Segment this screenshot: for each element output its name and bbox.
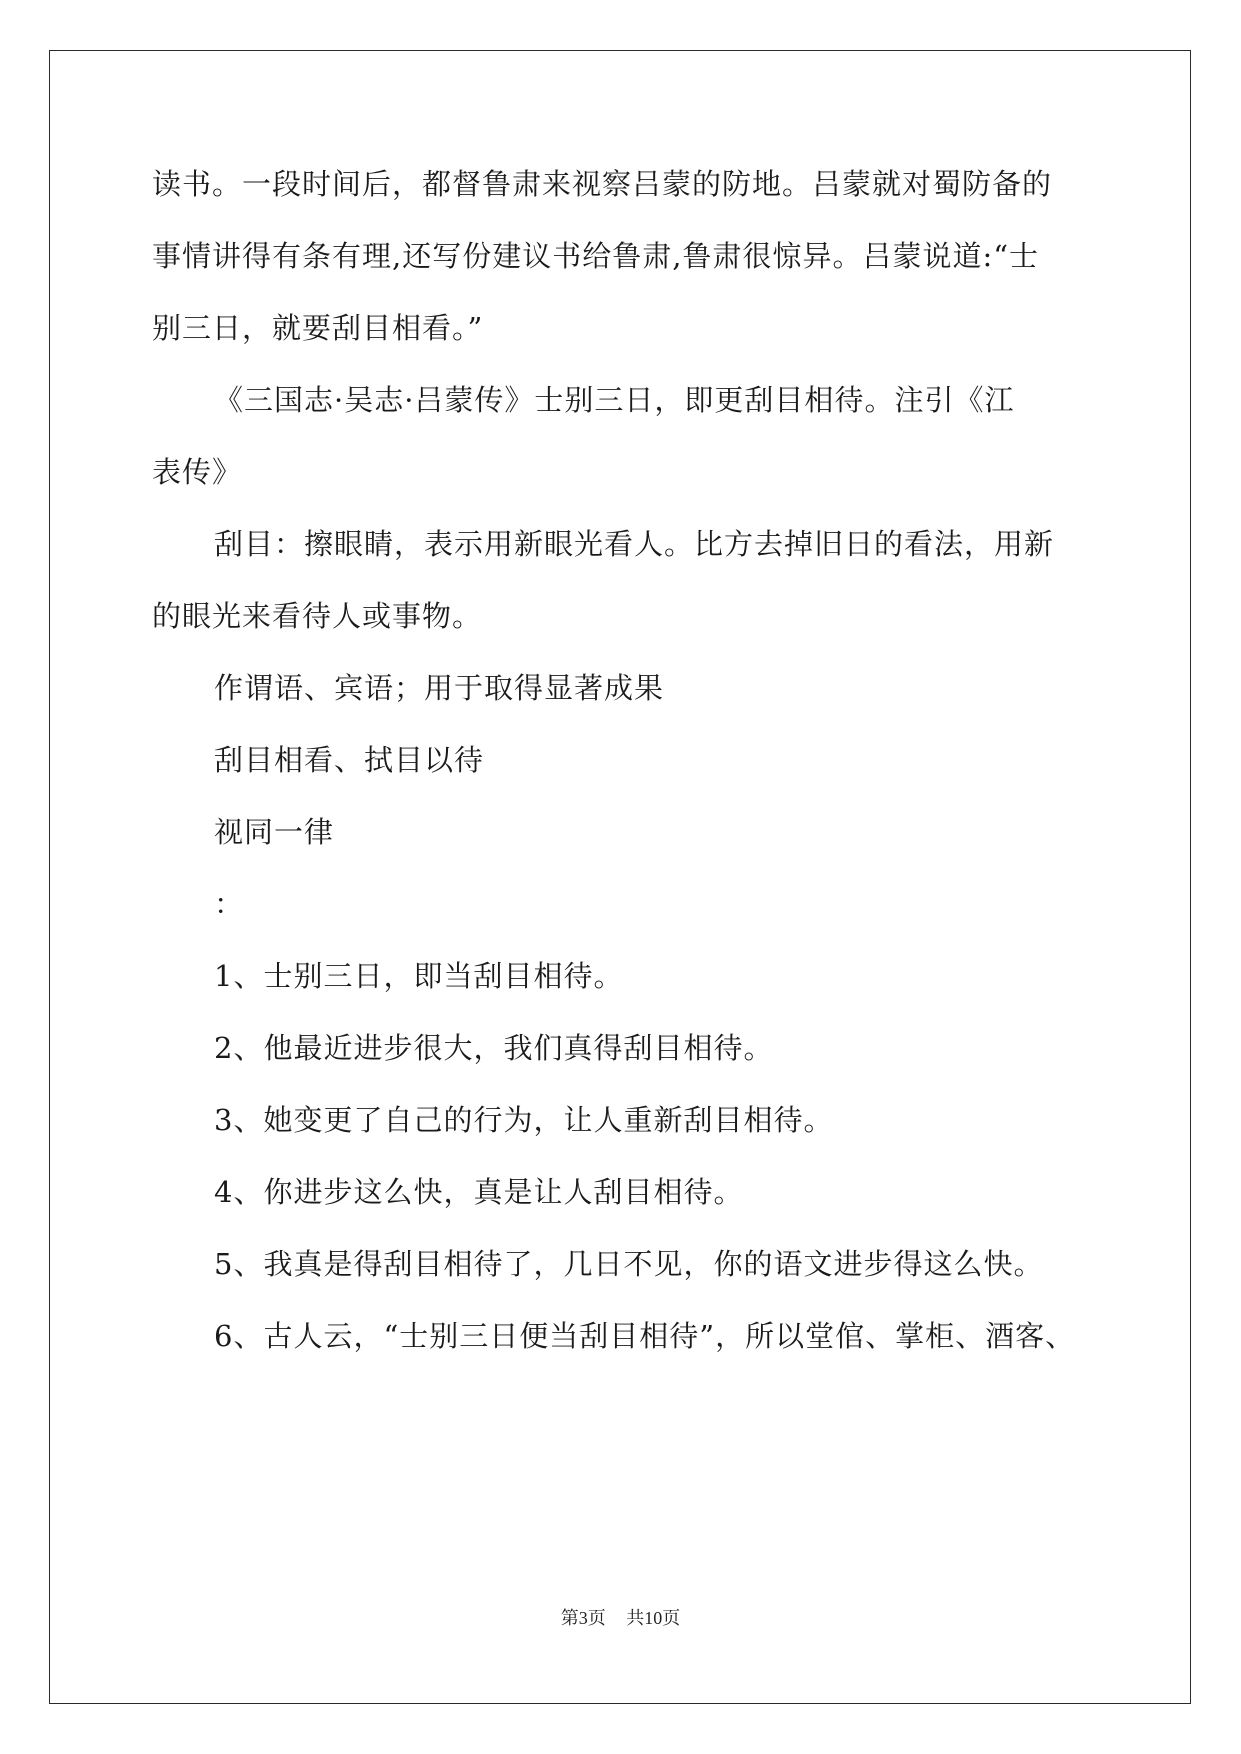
document-body: [152, 164, 1088, 1388]
page-number: 第3页: [560, 1608, 606, 1628]
list-item: 5、我真是得刮目相待了，几日不见，你的语文进步得这么快。: [214, 1247, 1044, 1281]
text-line: 的眼光来看待人或事物。: [152, 599, 483, 633]
page-footer: [0, 1604, 1241, 1630]
list-item: 1、士别三日，即当刮目相待。: [214, 959, 624, 993]
list-item: 4、你进步这么快，真是让人刮目相待。: [214, 1175, 744, 1209]
page-total: 共10页: [626, 1608, 681, 1628]
text-line: 别三日，就要刮目相看。”: [152, 311, 484, 345]
list-item: 2、他最近进步很大，我们真得刮目相待。: [214, 1031, 774, 1065]
text-line: 读书。一段时间后，都督鲁肃来视察吕蒙的防地。吕蒙就对蜀防备的: [152, 167, 1053, 201]
text-line: ：: [214, 887, 245, 921]
text-line: 刮目：擦眼睛，表示用新眼光看人。比方去掉旧日的看法，用新: [214, 527, 1055, 561]
text-line: 作谓语、宾语；用于取得显著成果: [214, 671, 665, 705]
text-line: 事情讲得有条有理,还写份建议书给鲁肃,鲁肃很惊异。吕蒙说道:“士: [152, 239, 1040, 273]
list-item: 6、古人云，“士别三日便当刮目相待”，所以堂倌、掌柜、酒客、: [214, 1319, 1076, 1353]
list-item: 3、她变更了自己的行为，让人重新刮目相待。: [214, 1103, 834, 1137]
text-line: 视同一律: [214, 815, 335, 849]
text-line: 《三国志·吴志·吕蒙传》士别三日，即更刮目相待。注引《江: [214, 383, 1015, 417]
text-line: 刮目相看、拭目以待: [214, 743, 485, 777]
text-line: 表传》: [152, 455, 243, 489]
